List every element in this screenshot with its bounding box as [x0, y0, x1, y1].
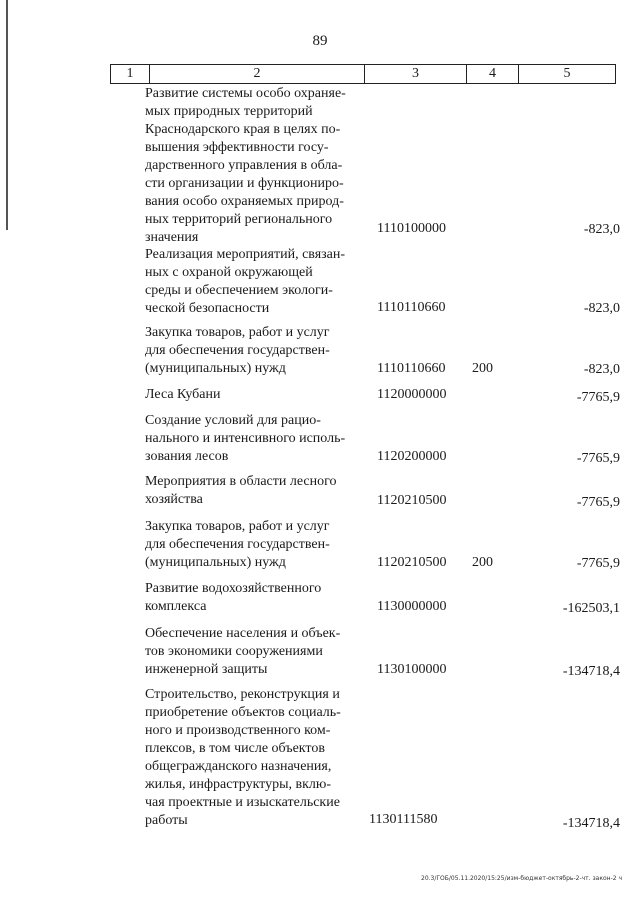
row-amount: -7765,9: [576, 495, 620, 510]
row-description: Создание условий для рацио- нального и интенсивного исполь- зования лесов: [145, 413, 346, 464]
row-description: Строительство, реконструкция и приобретение объектов социаль- ного и производственного ком- плексов, в том числе объектов общегражданского назначения, жилья, инфраструктуры, вклю- чая проектные и изыскательские работы: [145, 687, 341, 828]
row-code: 1110100000: [377, 221, 446, 236]
footer-stamp: 20.3/ГОБ/05.11.2020/15:25/изм-бюджет-октябрь-2-чт. закон-2 ч: [421, 875, 622, 882]
header-col-1: 1: [126, 66, 134, 81]
row-description: Закупка товаров, работ и услуг для обеспечения государствен- (муниципальных) нужд: [145, 325, 330, 376]
row-description: Обеспечение населения и объек- тов экономики сооружениями инженерной защиты: [145, 626, 341, 677]
row-description: Мероприятия в области лесного хозяйства: [145, 474, 337, 507]
row-amount: -134718,4: [562, 664, 620, 679]
row-amount: -7765,9: [576, 390, 620, 405]
table-header: [110, 64, 616, 84]
header-col-3: 3: [412, 66, 419, 81]
row-amount: -823,0: [583, 301, 620, 316]
row-amount: -7765,9: [576, 556, 620, 571]
row-code: 1110110660: [377, 361, 446, 376]
row-description: Леса Кубани: [145, 387, 221, 402]
row-code: 1120210500: [377, 493, 447, 508]
row-amount: -823,0: [583, 222, 620, 237]
row-description: Развитие системы особо охраняе- мых природных территорий Краснодарского края в целях по- вышения эффективности госу- дарственного управления в обла- сти организации и функциониро- вания особо охраняемых природ- ных территорий регионального значения: [145, 86, 346, 245]
page-number: 89: [312, 33, 328, 49]
row-type: 200: [472, 361, 493, 376]
row-code: 1130111580: [369, 812, 438, 827]
header-col-2: 2: [253, 66, 261, 81]
row-amount: -162503,1: [562, 601, 620, 616]
row-code: 1120210500: [377, 555, 447, 570]
header-col-5: 5: [563, 66, 571, 81]
row-code: 1110110660: [377, 300, 446, 315]
row-amount: -7765,9: [576, 451, 620, 466]
row-type: 200: [472, 555, 493, 570]
row-code: 1130000000: [377, 599, 447, 614]
row-code: 1130100000: [377, 662, 447, 677]
row-code: 1120200000: [377, 449, 447, 464]
row-code: 1120000000: [377, 387, 447, 402]
row-amount: -823,0: [583, 362, 620, 377]
row-description: Реализация мероприятий, связан- ных с охраной окружающей среды и обеспечением экологи- ческой безопасности: [145, 247, 346, 316]
row-amount: -134718,4: [562, 816, 620, 831]
row-description: Развитие водохозяйственного комплекса: [145, 581, 322, 614]
row-description: Закупка товаров, работ и услуг для обеспечения государствен- (муниципальных) нужд: [145, 519, 330, 570]
header-col-4: 4: [489, 66, 496, 81]
